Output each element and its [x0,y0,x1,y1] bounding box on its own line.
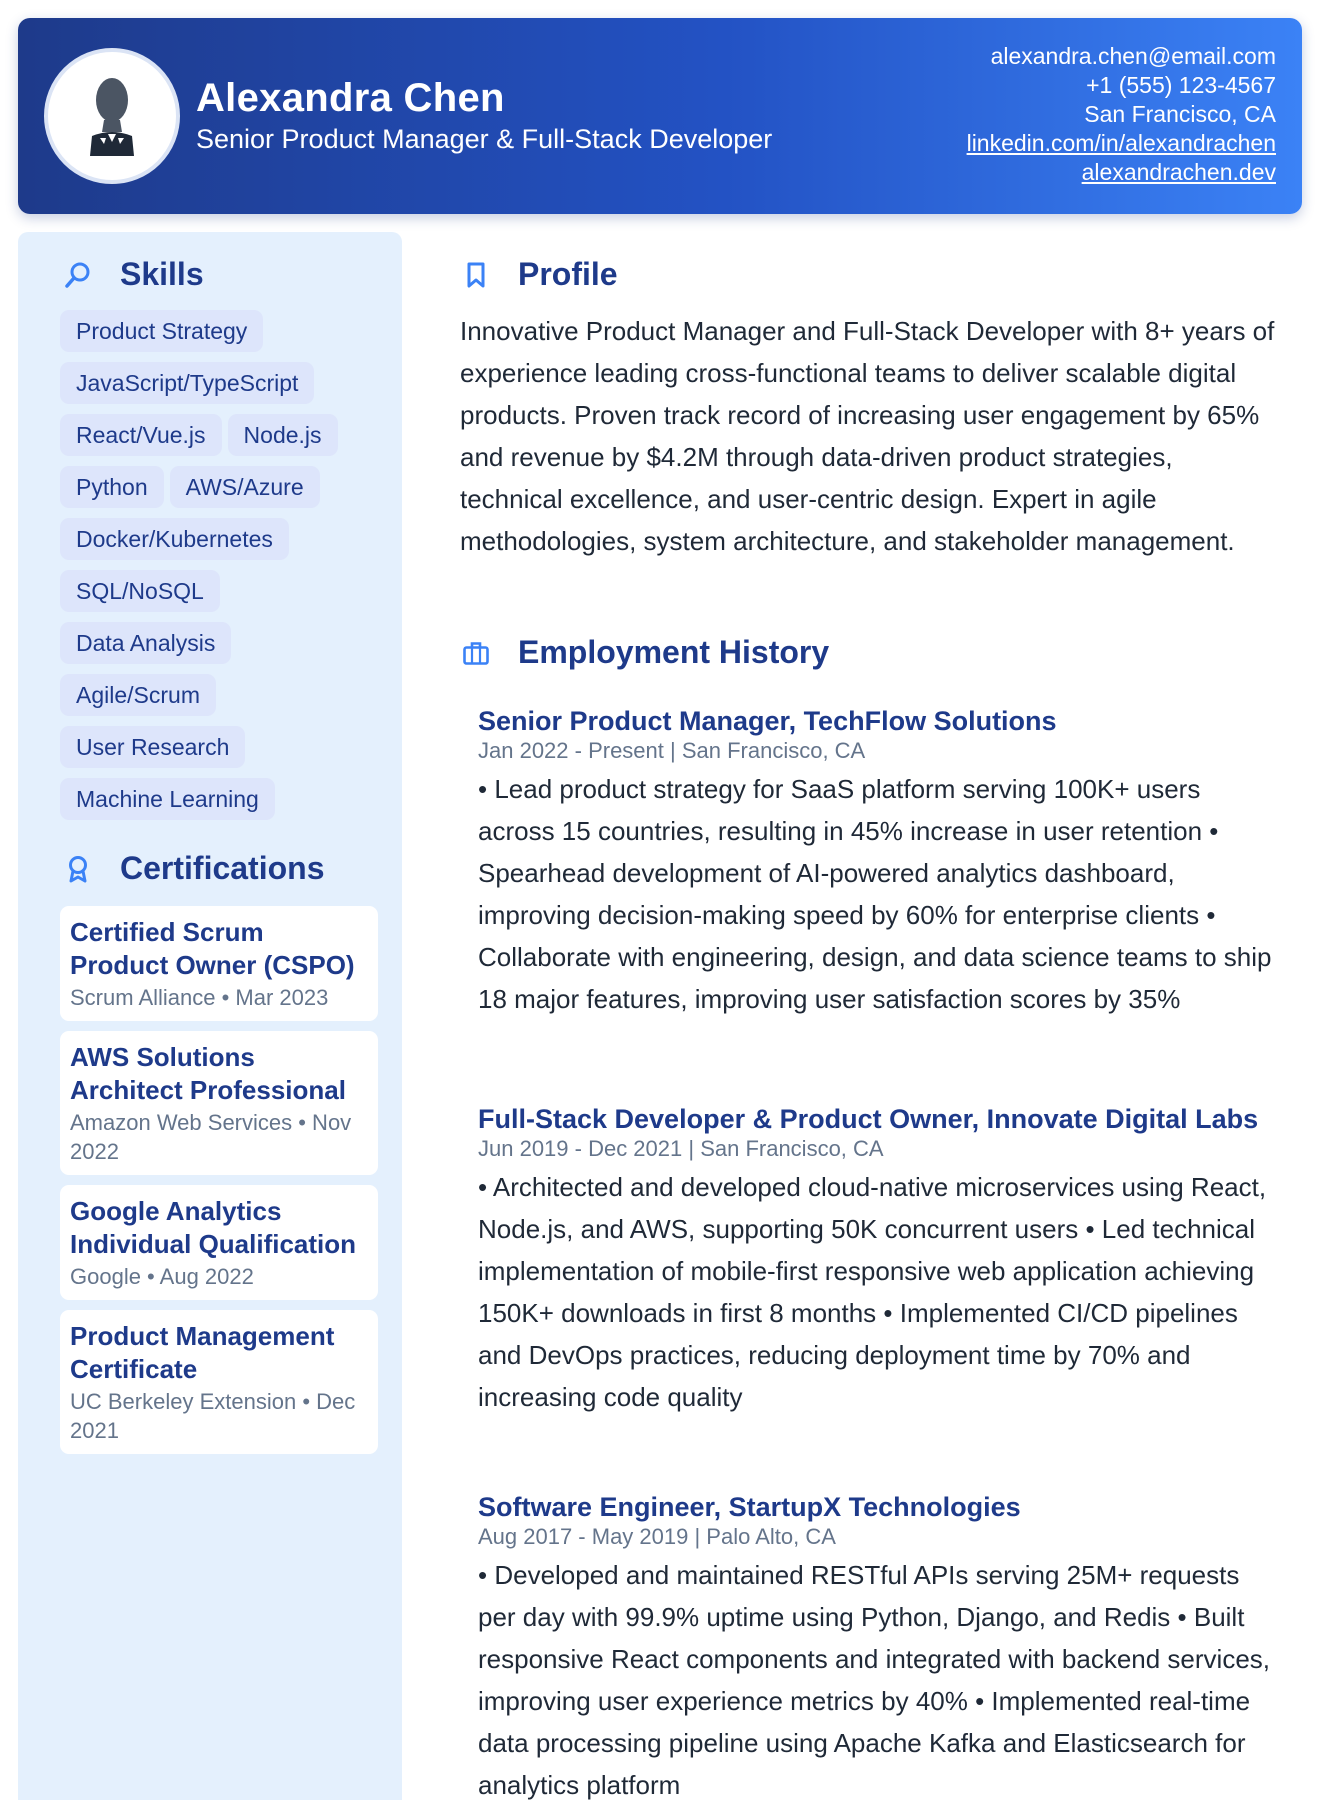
job-description: • Developed and maintained RESTful APIs serving 25M+ requests per day with 99.9% uptime using Python, Django, and Redis • Built responsive React components and integrated with backend services, improving user experience metrics by 40% • Implemented real-time data processing pipeline using Apache Kafka and Elasticsearch for analytics platform [478,1560,1270,1800]
bookmark-icon [462,261,490,289]
profile-heading-label: Profile [518,256,618,292]
profile-heading [462,256,618,293]
skill-chip: Agile/Scrum [60,674,216,716]
skill-chip: React/Vue.js [60,414,222,456]
skill-chip: Product Strategy [60,310,263,352]
job-meta: Jun 2019 - Dec 2021 | San Francisco, CA [478,1136,884,1161]
job-description: • Lead product strategy for SaaS platform serving 100K+ users across 15 countries, resulting in 45% increase in user retention • Spearhead development of AI-powered analytics dashboard, improving decision-making speed by 60% for enterprise clients • Collaborate with engineering, design, and data science teams to ship 18 major features, improving user satisfaction scores by 35% [478,774,1272,1014]
job-title: Software Engineer, StartupX Technologies [478,1492,1021,1522]
person-icon [82,76,142,156]
job-description: • Architected and developed cloud-native microservices using React, Node.js, and AWS, supporting 50K concurrent users • Led technical implementation of mobile-first responsive web application achieving 150K+ downloads in first 8 months • Implemented CI/CD pipelines and DevOps practices, reducing deployment time by 70% and increasing code quality [478,1172,1267,1412]
skill-chip: SQL/NoSQL [60,570,220,612]
skill-chip: AWS/Azure [170,466,320,508]
website-link[interactable]: alexandrachen.dev [1081,159,1276,185]
skill-chip: Node.js [228,414,338,456]
linkedin-link[interactable]: linkedin.com/in/alexandrachen [966,130,1276,156]
resume-header [18,18,1302,214]
certification-name: AWS Solutions Architect Professional [70,1042,346,1105]
job-entry [478,1104,1278,1418]
certifications-heading [64,850,324,887]
job-title: Senior Product Manager, TechFlow Solutions [478,706,1057,736]
certification-meta: Scrum Alliance • Mar 2023 [70,985,329,1010]
contact-info [967,42,1276,187]
candidate-name: Alexandra Chen [196,76,505,120]
certification-card [60,1031,378,1175]
job-title: Full-Stack Developer & Product Owner, Innovate Digital Labs [478,1104,1259,1134]
certification-name: Certified Scrum Product Owner (CSPO) [70,917,355,980]
certification-card [60,906,378,1021]
certifications-heading-label: Certifications [120,850,325,886]
email-text[interactable]: alexandra.chen@email.com [990,43,1276,69]
certification-meta: Amazon Web Services • Nov 2022 [70,1110,352,1164]
job-meta: Aug 2017 - May 2019 | Palo Alto, CA [478,1524,836,1549]
job-entry [478,1492,1278,1800]
employment-heading-label: Employment History [518,634,830,670]
avatar [44,48,180,184]
certification-meta: UC Berkeley Extension • Dec 2021 [70,1389,356,1443]
briefcase-icon [462,639,490,667]
skills-list [60,310,380,830]
phone-text: +1 (555) 123-4567 [1086,72,1276,98]
certification-name: Google Analytics Individual Qualification [70,1196,357,1259]
skill-chip: JavaScript/TypeScript [60,362,314,404]
skill-chip: Machine Learning [60,778,275,820]
profile-summary: Innovative Product Manager and Full-Stack Developer with 8+ years of experience leading cross-functional teams to deliver scalable digital products. Proven track record of increasing user engagement by 65% and revenue by $4.2M through data-driven product strategies, technical excellence, and user-centric design. Expert in agile methodologies, system architecture, and stakeholder management. [460,316,1275,556]
employment-heading [462,634,829,671]
job-entry [478,706,1278,1020]
search-icon [64,261,92,289]
sidebar [18,232,402,1800]
certification-card [60,1310,378,1454]
certification-card [60,1185,378,1300]
certification-name: Product Management Certificate [70,1321,335,1384]
skills-heading-label: Skills [120,256,204,292]
job-meta: Jan 2022 - Present | San Francisco, CA [478,738,866,763]
ribbon-award-icon [64,855,92,883]
certifications-list [60,906,378,1464]
skill-chip: Data Analysis [60,622,231,664]
skill-chip: User Research [60,726,245,768]
candidate-title: Senior Product Manager & Full-Stack Developer [196,124,773,154]
certification-meta: Google • Aug 2022 [70,1264,254,1289]
skills-heading [64,256,204,293]
skill-chip: Docker/Kubernetes [60,518,289,560]
location-text: San Francisco, CA [1084,101,1276,127]
skill-chip: Python [60,466,164,508]
